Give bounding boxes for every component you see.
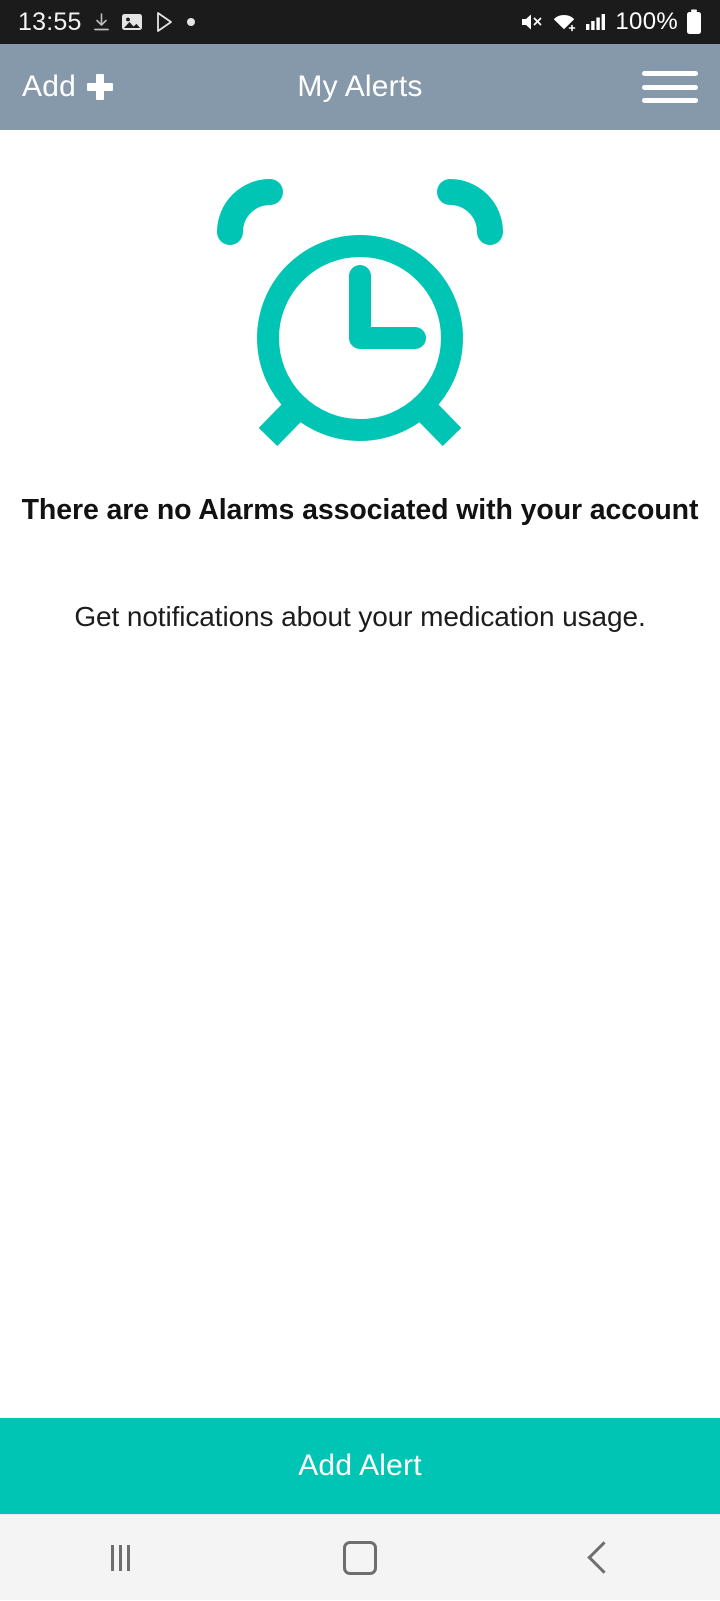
add-button[interactable] (22, 70, 113, 104)
status-bar-right (519, 8, 702, 36)
empty-state-subtitle: Get notifications about your medication usage. (74, 601, 646, 632)
battery-icon (686, 9, 702, 35)
status-bar (0, 0, 720, 44)
hamburger-menu-icon[interactable] (642, 65, 698, 109)
image-icon (121, 11, 143, 33)
alarm-clock-icon (210, 172, 510, 452)
recents-icon[interactable] (60, 1515, 180, 1601)
mute-icon (519, 11, 543, 33)
dot-icon (186, 17, 196, 27)
cellular-signal-icon (585, 11, 607, 33)
app-bar (0, 44, 720, 130)
battery-percentage: 100% (615, 8, 678, 35)
recents-glyph (111, 1545, 130, 1571)
home-glyph (343, 1541, 377, 1575)
home-icon[interactable] (300, 1515, 420, 1601)
menu-line-bottom (642, 98, 698, 103)
back-icon[interactable] (540, 1515, 660, 1601)
download-icon (93, 13, 110, 32)
play-store-icon (154, 11, 175, 33)
empty-state-title: There are no Alarms associated with your account (21, 494, 699, 526)
add-alert-button[interactable]: Add Alert (0, 1418, 720, 1514)
menu-line-middle (642, 85, 698, 90)
back-glyph (587, 1541, 620, 1574)
add-button-label: Add (22, 70, 76, 103)
wifi-icon (551, 11, 577, 33)
status-clock: 13:55 (18, 7, 82, 36)
page-title: My Alerts (297, 70, 423, 103)
menu-line-top (642, 71, 698, 76)
empty-state (0, 130, 720, 1418)
plus-icon (87, 74, 113, 100)
status-bar-left (18, 8, 196, 37)
android-nav-bar (0, 1514, 720, 1600)
